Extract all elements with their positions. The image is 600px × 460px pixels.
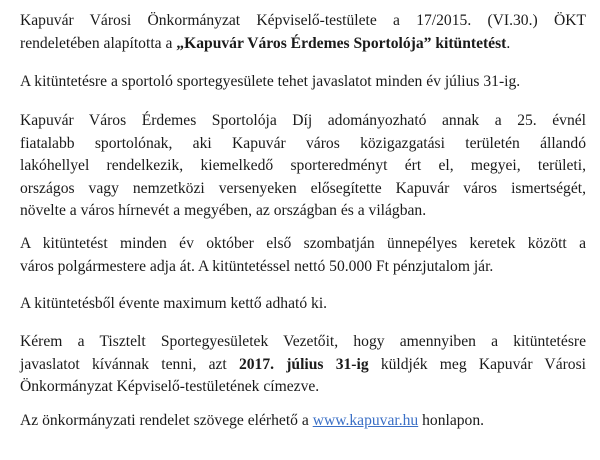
text-line xyxy=(20,354,586,377)
paragraph-ceremony xyxy=(20,233,586,278)
text-line: A kitüntetésre a sportoló sportegyesülete tehet javaslatot minden év július 31-ig. xyxy=(20,73,521,90)
award-name: „Kapuvár Város Érdemes Sportolója” kitüntetést xyxy=(176,34,507,52)
text-line: A kitüntetést minden év október első szombatján ünnepélyes keretek között a xyxy=(20,235,586,252)
text-segment: rendeletében alapította a xyxy=(20,34,177,52)
text-line xyxy=(20,410,586,433)
text-segment: javaslatot kívánnak tenni, azt xyxy=(20,355,239,373)
paragraph-request xyxy=(20,331,586,399)
text-line: országos vagy nemzetközi versenyeken elősegítette Kapuvár város ismertségét, xyxy=(20,179,586,197)
text-line: Önkormányzat Képviselő-testületének címezve. xyxy=(20,378,320,395)
text-line: Kérem a Tisztelt Sportegyesületek Vezetőit, hogy amennyiben a kitüntetésre xyxy=(20,333,586,350)
text-line xyxy=(20,33,586,56)
text-segment: Az önkormányzati rendelet szövege elérhető a xyxy=(20,412,313,429)
text-line: Kapuvár Város Érdemes Sportolója Díj adományozható annak a 25. évnél xyxy=(20,112,586,129)
text-line: fiatalabb sportolónak, aki Kapuvár város közigazgatási területén állandó xyxy=(20,134,586,152)
text-line: város polgármestere adja át. A kitüntetéssel nettó 50.000 Ft pénzjutalom jár. xyxy=(20,257,494,275)
text-segment: . xyxy=(506,34,511,52)
deadline-date: 2017. július 31-ig xyxy=(238,355,369,373)
text-line: növelte a város hírnevét a megyében, az országban és a világban. xyxy=(20,202,427,219)
paragraph-website xyxy=(20,410,586,433)
text-line: lakóhellyel rendelkezik, kiemelkedő sporteredményt ért el, megyei, területi, xyxy=(20,157,586,174)
paragraph-regulation xyxy=(20,10,586,55)
website-link[interactable]: www.kapuvar.hu xyxy=(312,412,419,429)
text-line: Kapuvár Városi Önkormányzat Képviselő-testülete a 17/2015. (VI.30.) ÖKT xyxy=(20,12,586,29)
paragraph-eligibility xyxy=(20,110,586,223)
text-segment: honlapon. xyxy=(418,412,485,429)
text-segment: küldjék meg Kapuvár Városi xyxy=(368,355,586,373)
paragraph-limit xyxy=(20,293,586,316)
paragraph-nomination xyxy=(20,71,586,94)
text-line: A kitüntetésből évente maximum kettő adható ki. xyxy=(20,295,328,312)
